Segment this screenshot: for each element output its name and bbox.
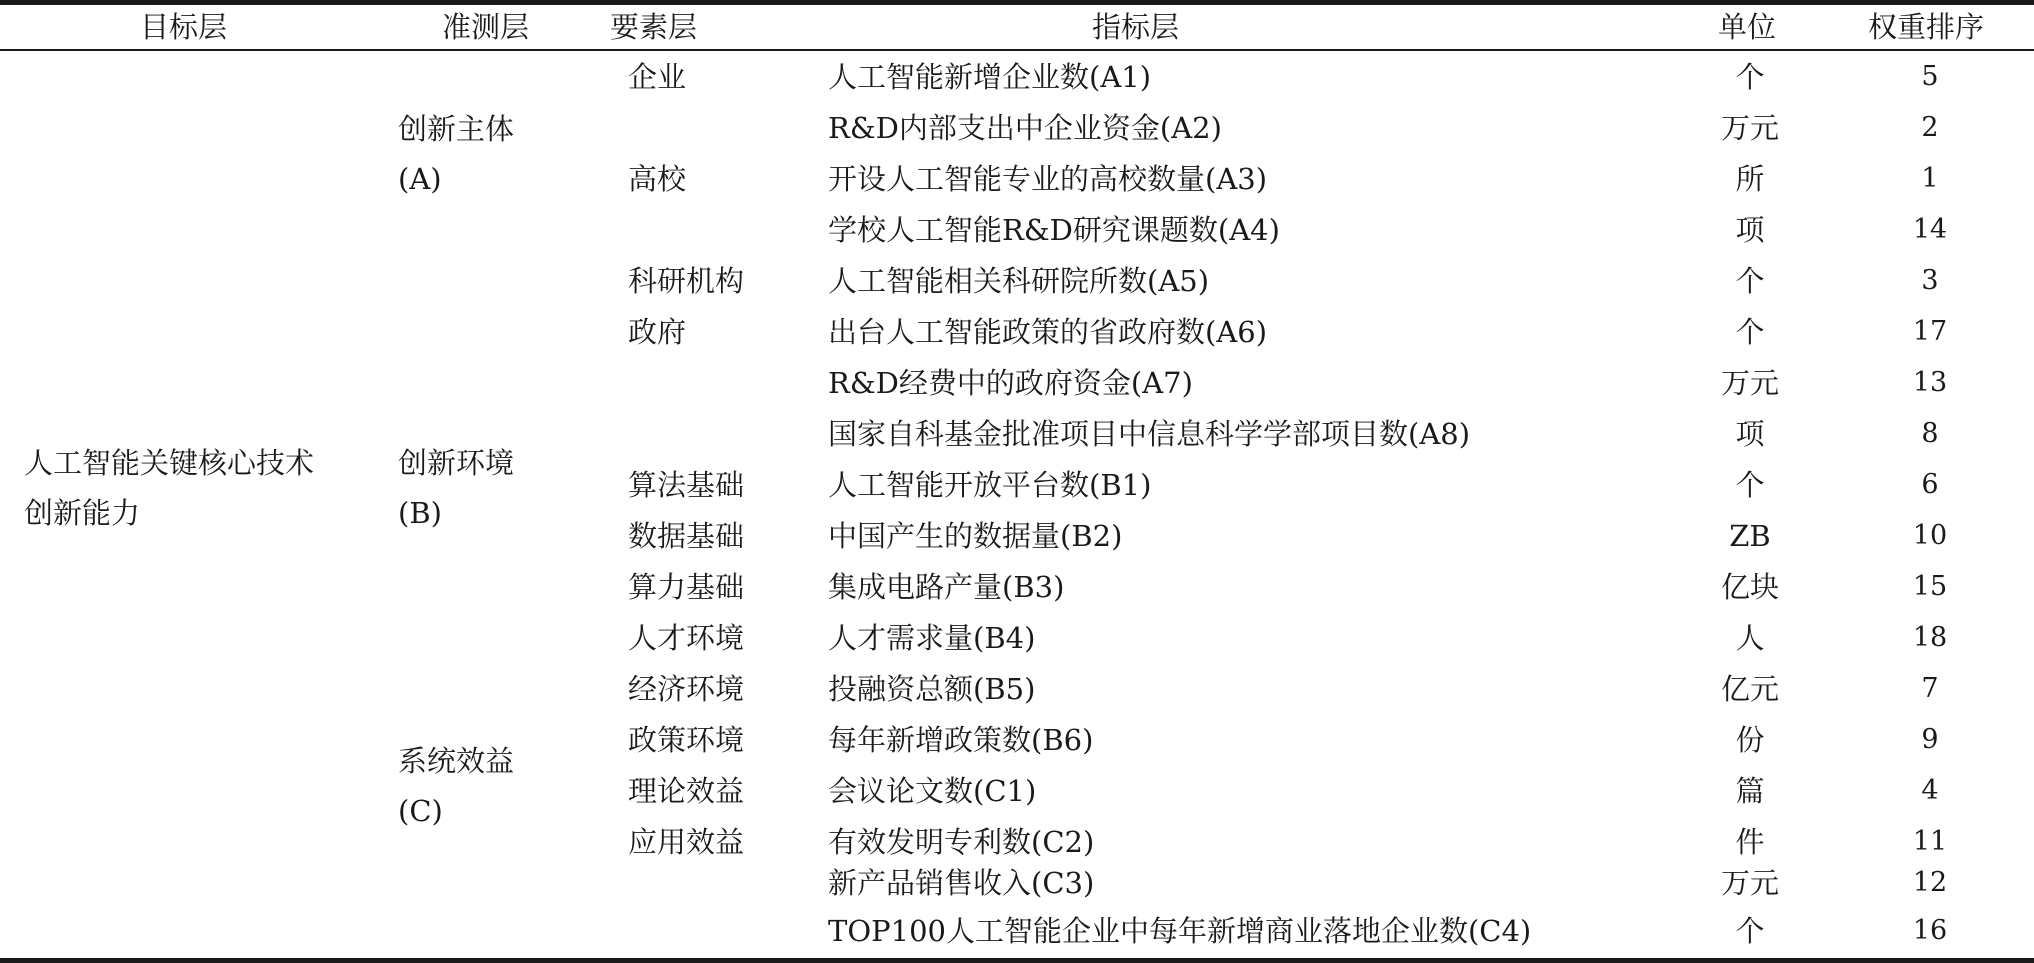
rank-cell: 4 bbox=[1921, 775, 1939, 806]
rank-cell: 9 bbox=[1921, 724, 1939, 755]
criteria-code: (C) bbox=[398, 794, 443, 828]
indicator-cell: 投融资总额(B5) bbox=[828, 672, 1036, 706]
criteria-name: 创新主体 bbox=[398, 112, 515, 146]
criteria-name: 创新环境 bbox=[398, 446, 515, 480]
unit-cell: 个 bbox=[1735, 264, 1765, 298]
header-goal-layer: 目标层 bbox=[140, 10, 228, 44]
element-cell: 经济环境 bbox=[628, 672, 745, 706]
element-cell: 政策环境 bbox=[628, 723, 745, 757]
indicator-cell: 新产品销售收入(C3) bbox=[828, 866, 1095, 900]
element-cell: 理论效益 bbox=[628, 774, 745, 808]
rank-cell: 2 bbox=[1921, 112, 1939, 143]
goal-line-2: 创新能力 bbox=[24, 496, 141, 530]
criteria-cell-b bbox=[398, 438, 514, 538]
unit-cell: 篇 bbox=[1735, 774, 1765, 808]
unit-cell: 人 bbox=[1735, 621, 1765, 655]
indicator-cell: 学校人工智能R&D研究课题数(A4) bbox=[828, 213, 1280, 247]
element-cell: 企业 bbox=[628, 60, 687, 94]
rank-cell: 8 bbox=[1921, 418, 1939, 449]
table-bottom-rule bbox=[0, 958, 2034, 963]
unit-cell: 项 bbox=[1735, 213, 1765, 247]
goal-cell bbox=[24, 438, 314, 538]
element-cell: 科研机构 bbox=[628, 264, 745, 298]
rank-cell: 1 bbox=[1921, 163, 1939, 194]
indicator-cell: 人才需求量(B4) bbox=[828, 621, 1036, 655]
rank-cell: 5 bbox=[1921, 61, 1939, 92]
criteria-cell-a bbox=[398, 104, 514, 204]
indicator-cell: 集成电路产量(B3) bbox=[828, 570, 1065, 604]
rank-cell: 7 bbox=[1921, 673, 1939, 704]
unit-cell: ZB bbox=[1729, 519, 1771, 553]
header-criteria-layer: 准测层 bbox=[442, 10, 530, 44]
rank-cell: 3 bbox=[1921, 265, 1939, 296]
unit-cell: 个 bbox=[1735, 60, 1765, 94]
rank-cell: 18 bbox=[1912, 622, 1948, 653]
criteria-name: 系统效益 bbox=[398, 744, 515, 778]
table-header-rule bbox=[0, 49, 2034, 51]
indicator-cell: 出台人工智能政策的省政府数(A6) bbox=[828, 315, 1268, 349]
unit-cell: 亿元 bbox=[1720, 672, 1779, 706]
element-cell: 应用效益 bbox=[628, 825, 745, 859]
unit-cell: 万元 bbox=[1720, 111, 1779, 145]
header-indicator-layer: 指标层 bbox=[1092, 10, 1180, 44]
rank-cell: 17 bbox=[1912, 316, 1948, 347]
indicator-cell: 会议论文数(C1) bbox=[828, 774, 1037, 808]
rank-cell: 6 bbox=[1921, 469, 1939, 500]
criteria-code: (B) bbox=[398, 496, 442, 530]
indicator-cell: 国家自科基金批准项目中信息科学学部项目数(A8) bbox=[828, 417, 1471, 451]
indicator-cell: 人工智能相关科研院所数(A5) bbox=[828, 264, 1210, 298]
element-cell: 人才环境 bbox=[628, 621, 745, 655]
unit-cell: 份 bbox=[1735, 723, 1765, 757]
unit-cell: 万元 bbox=[1720, 866, 1779, 900]
header-unit: 单位 bbox=[1718, 10, 1777, 44]
indicator-cell: R&D经费中的政府资金(A7) bbox=[828, 366, 1193, 400]
unit-cell: 个 bbox=[1735, 468, 1765, 502]
element-cell: 算力基础 bbox=[628, 570, 745, 604]
rank-cell: 10 bbox=[1912, 520, 1948, 551]
rank-cell: 13 bbox=[1912, 367, 1948, 398]
indicator-cell: TOP100人工智能企业中每年新增商业落地企业数(C4) bbox=[828, 914, 1532, 948]
goal-line-1: 人工智能关键核心技术 bbox=[24, 446, 315, 480]
unit-cell: 亿块 bbox=[1720, 570, 1779, 604]
rank-cell: 12 bbox=[1912, 867, 1948, 898]
unit-cell: 万元 bbox=[1720, 366, 1779, 400]
indicator-cell: 有效发明专利数(C2) bbox=[828, 825, 1095, 859]
rank-cell: 14 bbox=[1912, 214, 1948, 245]
unit-cell: 项 bbox=[1735, 417, 1765, 451]
indicator-cell: 人工智能新增企业数(A1) bbox=[828, 60, 1152, 94]
element-cell: 政府 bbox=[628, 315, 687, 349]
criteria-code: (A) bbox=[398, 162, 442, 196]
rank-cell: 15 bbox=[1912, 571, 1948, 602]
unit-cell: 个 bbox=[1735, 914, 1765, 948]
element-cell: 算法基础 bbox=[628, 468, 745, 502]
header-weight-rank: 权重排序 bbox=[1868, 10, 1985, 44]
indicator-cell: R&D内部支出中企业资金(A2) bbox=[828, 111, 1222, 145]
unit-cell: 个 bbox=[1735, 315, 1765, 349]
rank-cell: 16 bbox=[1912, 915, 1948, 946]
unit-cell: 件 bbox=[1735, 825, 1765, 859]
element-cell: 数据基础 bbox=[628, 519, 745, 553]
rank-cell: 11 bbox=[1912, 826, 1948, 857]
criteria-cell-c bbox=[398, 736, 514, 836]
header-element-layer: 要素层 bbox=[610, 10, 698, 44]
element-cell: 高校 bbox=[628, 162, 687, 196]
indicator-cell: 开设人工智能专业的高校数量(A3) bbox=[828, 162, 1268, 196]
unit-cell: 所 bbox=[1735, 162, 1765, 196]
indicator-cell: 中国产生的数据量(B2) bbox=[828, 519, 1123, 553]
indicator-cell: 人工智能开放平台数(B1) bbox=[828, 468, 1152, 502]
indicator-cell: 每年新增政策数(B6) bbox=[828, 723, 1094, 757]
